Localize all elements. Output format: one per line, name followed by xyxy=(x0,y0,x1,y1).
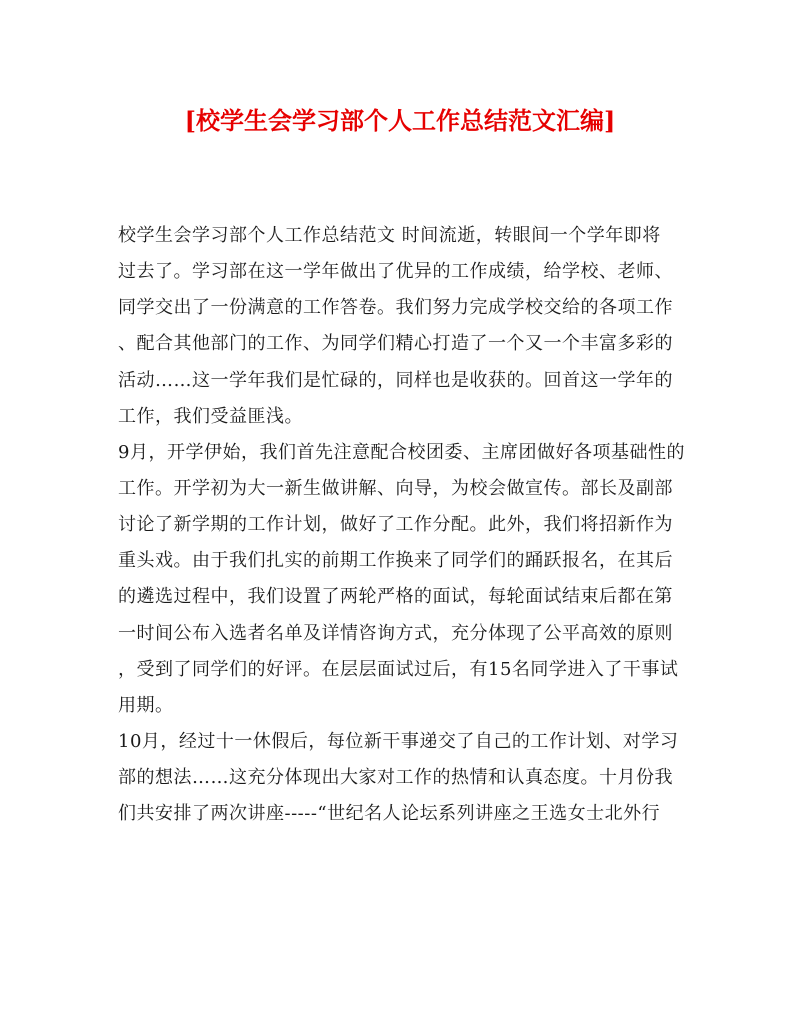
body-line: 一时间公布入选者名单及详情咨询方式，充分体现了公平高效的原则 xyxy=(118,622,673,644)
body-line: 讨论了新学期的工作计划，做好了工作分配。此外，我们将招新作为 xyxy=(118,514,673,536)
body-line: 活动……这一学年我们是忙碌的，同样也是收获的。回首这一学年的 xyxy=(118,369,673,391)
body-line: 工作。开学初为大一新生做讲解、向导，为校会做宣传。部长及副部 xyxy=(118,477,673,499)
body-line: 9月，开学伊始，我们首先注意配合校团委、主席团做好各项基础性的 xyxy=(118,441,685,463)
body-line: 用期。 xyxy=(118,694,174,716)
body-line: 部的想法……这充分体现出大家对工作的热情和认真态度。十月份我 xyxy=(118,767,673,789)
body-line: 同学交出了一份满意的工作答卷。我们努力完成学校交给的各项工作 xyxy=(118,297,673,319)
body-line: 10月，经过十一休假后，每位新干事递交了自己的工作计划、对学习 xyxy=(118,730,679,752)
body-line: 重头戏。由于我们扎实的前期工作换来了同学们的踊跃报名，在其后 xyxy=(118,550,673,572)
body-line: 工作，我们受益匪浅。 xyxy=(118,405,303,427)
body-line: ，受到了同学们的好评。在层层面试过后，有15名同学进入了干事试 xyxy=(118,658,679,680)
body-line: 、配合其他部门的工作、为同学们精心打造了一个又一个丰富多彩的 xyxy=(118,333,673,355)
body-line: 校学生会学习部个人工作总结范文 时间流逝，转眼间一个学年即将 xyxy=(118,225,661,246)
document-title: [校学生会学习部个人工作总结范文汇编] xyxy=(184,106,616,135)
body-line: 过去了。学习部在这一学年做出了优异的工作成绩，给学校、老师、 xyxy=(118,261,673,283)
body-line: 的遴选过程中，我们设置了两轮严格的面试，每轮面试结束后都在第 xyxy=(118,586,673,608)
body-line: 们共安排了两次讲座-----“世纪名人论坛系列讲座之王选女士北外行 xyxy=(118,803,661,825)
document-body xyxy=(118,218,698,832)
